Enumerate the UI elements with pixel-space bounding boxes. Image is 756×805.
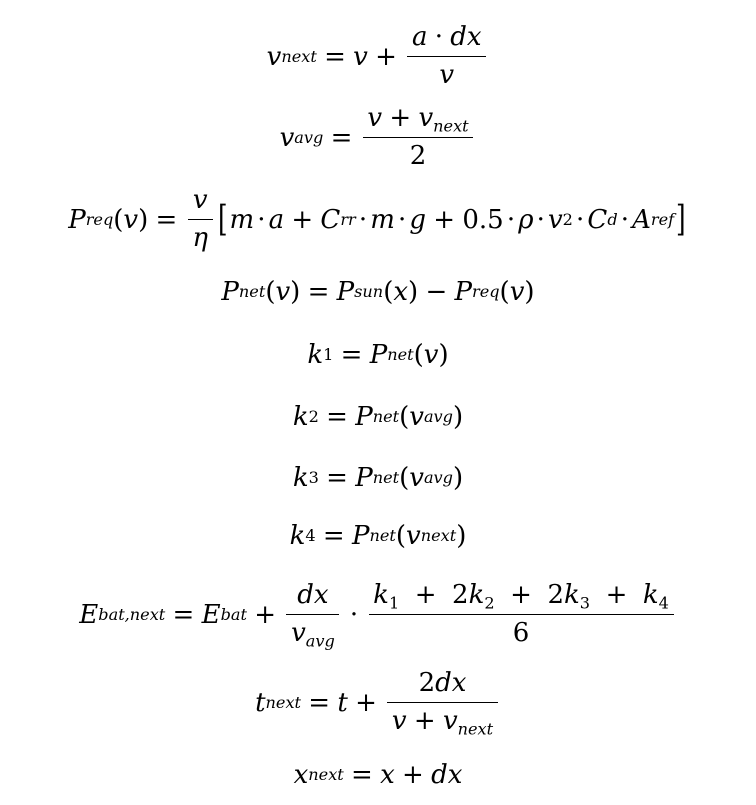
- symbol: C: [320, 205, 341, 235]
- symbol: =: [326, 463, 348, 493]
- fraction: [369, 582, 674, 647]
- symbol: ): [408, 277, 419, 307]
- symbol: +: [291, 205, 314, 235]
- symbol: (: [399, 463, 410, 493]
- symbol: x: [293, 760, 309, 790]
- subscript: next: [457, 719, 494, 739]
- equation-k3: k 3 = P net ( v avg ): [292, 463, 464, 493]
- symbol: ρ: [518, 205, 534, 235]
- symbol: [286, 614, 339, 652]
- symbol: A: [632, 205, 651, 235]
- symbol: 6: [512, 618, 530, 649]
- equation-v-avg: v avg = $\frac{v + v_{next}}{2}$: [0, 103, 756, 173]
- fraction: [286, 580, 339, 652]
- subscript: avg: [305, 632, 335, 652]
- symbol: −: [425, 277, 448, 307]
- symbol: ): [438, 340, 449, 370]
- symbol: 2: [547, 580, 565, 611]
- symbol: t: [337, 687, 348, 718]
- symbol: E: [201, 600, 221, 630]
- denominator: [407, 56, 486, 89]
- symbol: ·: [358, 205, 368, 235]
- symbol: 2: [418, 667, 436, 698]
- symbol: ·: [536, 205, 545, 235]
- symbol: [293, 582, 334, 614]
- symbol: v: [423, 340, 439, 370]
- symbol: v: [442, 705, 458, 736]
- symbol: (: [413, 340, 424, 370]
- symbol: m: [229, 205, 255, 235]
- symbol: P: [355, 463, 373, 493]
- symbol: x: [380, 760, 395, 790]
- symbol: v: [279, 123, 295, 153]
- fraction: [407, 24, 486, 89]
- symbol: =: [351, 760, 373, 790]
- symbol: [188, 219, 213, 252]
- equation-x-next: x next = x + dx: [293, 760, 463, 790]
- symbol: =: [322, 521, 345, 551]
- symbol: [387, 702, 498, 739]
- symbol: k: [289, 521, 306, 551]
- symbol: v: [406, 521, 421, 551]
- symbol: (: [265, 277, 276, 307]
- symbol: =: [308, 687, 331, 718]
- symbol: (: [395, 521, 407, 551]
- symbol: =: [340, 340, 363, 370]
- equation-k1: k 1 = P net ( v ): [307, 340, 449, 370]
- symbol: [369, 582, 674, 614]
- symbol: P: [336, 277, 355, 307]
- symbol: +: [605, 580, 628, 611]
- symbol: =: [307, 277, 330, 307]
- symbol: k: [564, 580, 580, 611]
- symbol: +: [355, 687, 377, 718]
- symbol: v: [266, 42, 282, 72]
- subscript: next: [433, 116, 469, 136]
- symbol: (: [399, 402, 410, 432]
- symbol: ): [452, 402, 464, 432]
- symbol: k: [642, 580, 659, 611]
- symbol: =: [172, 600, 195, 630]
- symbol: v: [547, 205, 563, 235]
- symbol: k: [307, 340, 324, 370]
- symbol: v: [391, 705, 407, 736]
- symbol: (: [383, 277, 394, 307]
- subscript: 2: [484, 593, 495, 613]
- equation-e-bat-next: E bat,next = E bat + $\frac{dx}{v_{avg}}$ · $k_1 + 2k_2 + 2k_3 + k_4$ 6: [0, 575, 756, 655]
- symbol: ]: [676, 199, 686, 241]
- numerator: [407, 24, 486, 56]
- subscript: 1: [388, 593, 400, 613]
- symbol: dx: [450, 22, 482, 53]
- symbol: =: [155, 205, 178, 235]
- symbol: P: [221, 277, 239, 307]
- symbol: E: [79, 600, 99, 630]
- equation-v-next: v next = v + $\frac{a \cdot dx}{v}$: [0, 22, 756, 92]
- symbol: v: [418, 103, 434, 134]
- symbol: dx: [297, 580, 329, 611]
- symbol: t: [255, 687, 266, 718]
- fraction: [363, 105, 474, 170]
- symbol: ): [456, 521, 467, 551]
- equation-p-req: P req ( v ) = $\frac{v}{\eta}$ [ m · a + C rr · m · g + 0.5 · ρ · v 2 · C d · A ref ]: [68, 185, 686, 254]
- symbol: ·: [257, 205, 266, 235]
- symbol: (: [113, 205, 124, 235]
- equation-t-next: t next = t + $\frac{2dx}{v + v_{next}}$: [0, 665, 756, 740]
- symbol: 2: [409, 141, 427, 172]
- symbol: k: [292, 402, 309, 432]
- symbol: [414, 667, 471, 702]
- equation-p-net: P net ( v ) = P sun ( x ) − P req ( v ): [221, 277, 535, 307]
- symbol: v: [291, 618, 306, 649]
- symbol: +: [402, 760, 424, 790]
- symbol: [188, 187, 212, 219]
- operator: +: [375, 42, 397, 72]
- symbol: +: [414, 580, 437, 611]
- symbol: P: [369, 340, 388, 370]
- symbol: +: [510, 580, 532, 611]
- symbol: ·: [434, 22, 443, 53]
- symbol: ): [138, 205, 149, 235]
- symbol: dx: [435, 667, 467, 698]
- symbol: ·: [349, 600, 359, 630]
- symbol: v: [353, 42, 368, 72]
- fraction: [387, 667, 498, 739]
- subscript: 3: [579, 593, 591, 613]
- symbol: ·: [576, 205, 585, 235]
- symbol: v: [123, 205, 139, 235]
- symbol: +: [254, 600, 277, 630]
- symbol: g: [409, 205, 427, 235]
- symbol: 0.5: [462, 205, 504, 235]
- symbol: (: [499, 277, 510, 307]
- symbol: k: [373, 580, 389, 611]
- symbol: v: [192, 185, 208, 216]
- symbol: C: [587, 205, 608, 235]
- symbol: [: [217, 199, 228, 241]
- symbol: ·: [506, 205, 516, 235]
- symbol: ·: [620, 205, 629, 235]
- symbol: P: [355, 402, 373, 432]
- symbol: v: [439, 60, 455, 91]
- equation-k4: k 4 = P net ( v next ): [289, 521, 467, 551]
- symbol: ): [524, 277, 535, 307]
- symbol: η: [192, 223, 208, 254]
- symbol: +: [413, 705, 436, 736]
- symbol: v: [509, 277, 525, 307]
- symbol: v: [409, 402, 424, 432]
- symbol: =: [330, 123, 353, 153]
- symbol: v: [275, 277, 291, 307]
- fraction: [188, 187, 213, 252]
- symbol: x: [393, 277, 409, 307]
- symbol: [363, 137, 474, 170]
- symbol: v: [367, 103, 383, 134]
- equation-k2: k 2 = P net ( v avg ): [292, 402, 464, 432]
- symbol: k: [292, 463, 309, 493]
- symbol: v: [409, 463, 424, 493]
- symbol: P: [68, 205, 86, 235]
- operator: =: [324, 42, 346, 72]
- symbol: [363, 105, 474, 137]
- symbol: a: [411, 22, 428, 53]
- symbol: [369, 614, 674, 647]
- symbol: dx: [431, 760, 463, 790]
- symbol: k: [468, 580, 485, 611]
- symbol: ·: [397, 205, 407, 235]
- symbol: ): [290, 277, 301, 307]
- symbol: +: [433, 205, 456, 235]
- symbol: ): [452, 463, 464, 493]
- symbol: 2: [452, 580, 469, 611]
- symbol: a: [268, 205, 285, 235]
- symbol: P: [454, 277, 472, 307]
- symbol: +: [389, 103, 412, 134]
- symbol: =: [326, 402, 348, 432]
- symbol: P: [351, 521, 370, 551]
- symbol: m: [370, 205, 395, 235]
- subscript: 4: [658, 593, 669, 613]
